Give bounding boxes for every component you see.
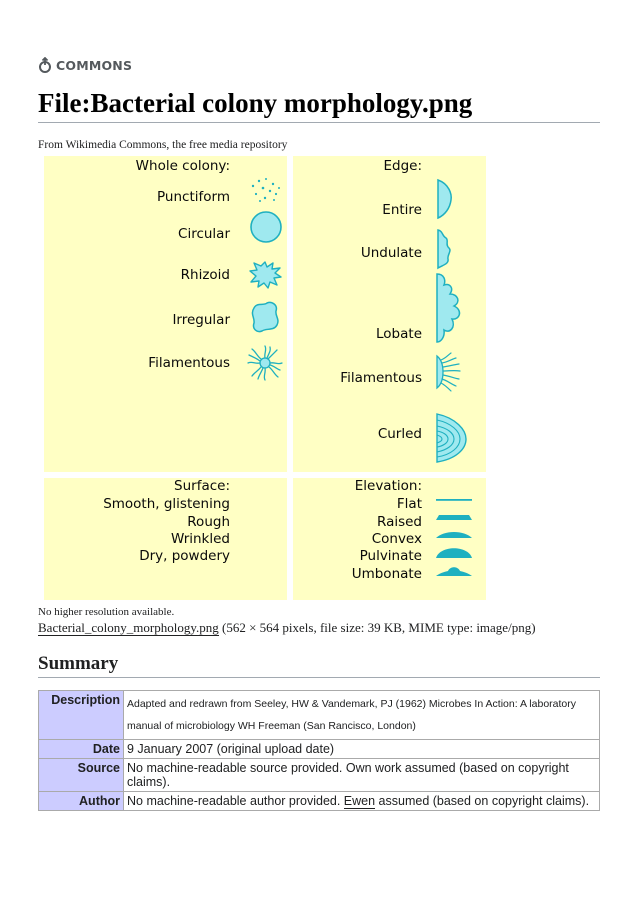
whole-colony-item: Punctiform: [157, 189, 230, 205]
whole-colony-item: Irregular: [172, 312, 230, 328]
surface-item: Wrinkled: [170, 531, 230, 547]
author-text-before: No machine-readable author provided.: [127, 794, 344, 808]
surface-item: Rough: [187, 514, 230, 530]
whole-colony-heading: Whole colony:: [135, 158, 230, 174]
row-key: Author: [39, 792, 124, 811]
table-row: [39, 691, 600, 740]
commons-logo[interactable]: [38, 57, 132, 73]
edge-item: Entire: [382, 202, 422, 218]
lobate-edge-shape: [436, 272, 466, 344]
file-details-text: (562 × 564 pixels, file size: 39 KB, MIME type: image/png): [218, 620, 536, 635]
filamentous-shape: [246, 344, 284, 382]
punctiform-shape: [248, 176, 282, 204]
elevation-item: Umbonate: [351, 566, 422, 582]
elevation-item: Pulvinate: [359, 548, 422, 564]
resolution-note: No higher resolution available.: [38, 606, 175, 618]
curled-edge-shape: [436, 412, 468, 464]
convex-elevation-shape: [434, 528, 474, 540]
elevation-item: Raised: [376, 514, 422, 530]
circular-shape: [249, 210, 283, 244]
file-details: [38, 620, 536, 636]
rhizoid-shape: [247, 258, 283, 290]
row-key: Source: [39, 759, 124, 792]
row-value: 9 January 2007 (original upload date): [124, 740, 600, 759]
surface-item: Smooth, glistening: [103, 496, 230, 512]
whole-colony-item: Rhizoid: [180, 267, 230, 283]
row-key: Date: [39, 740, 124, 759]
table-row: [39, 792, 600, 811]
surface-item: Dry, powdery: [139, 548, 230, 564]
irregular-shape: [248, 300, 282, 334]
table-row: [39, 740, 600, 759]
tagline: From Wikimedia Commons, the free media repository: [38, 139, 288, 151]
undulate-edge-shape: [437, 228, 457, 270]
author-text-after: assumed (based on copyright claims).: [375, 794, 590, 808]
logo-text: COMMONS: [56, 57, 133, 73]
edge-item: Lobate: [376, 326, 422, 342]
whole-colony-item: Circular: [178, 226, 230, 242]
flat-elevation-shape: [434, 496, 474, 504]
page-title: File:Bacterial colony morphology.png: [38, 86, 600, 123]
edge-item: Undulate: [360, 245, 422, 261]
umbonate-elevation-shape: [434, 562, 474, 578]
whole-colony-item: Filamentous: [148, 355, 230, 371]
row-value: No machine-readable source provided. Own work assumed (based on copyright claims).: [124, 759, 600, 792]
row-value: [124, 792, 600, 811]
elevation-item: Convex: [371, 531, 422, 547]
entire-edge-shape: [437, 178, 457, 220]
elevation-item: Flat: [396, 496, 422, 512]
table-row: [39, 759, 600, 792]
edge-heading: Edge:: [383, 158, 422, 174]
row-key: Description: [39, 691, 124, 740]
row-value: Adapted and redrawn from Seeley, HW & Vandemark, PJ (1962) Microbes In Action: A laboratory manual of microbiology WH Freeman (San Rancisco, London): [124, 691, 600, 740]
filamentous-edge-shape: [436, 352, 462, 392]
edge-item: Filamentous: [340, 370, 422, 386]
edge-item: Curled: [377, 426, 422, 442]
summary-heading: Summary: [38, 653, 600, 678]
colony-morphology-image[interactable]: [44, 156, 486, 600]
original-file-link[interactable]: Bacterial_colony_morphology.png: [38, 620, 219, 635]
elevation-heading: Elevation:: [354, 478, 422, 494]
surface-heading: Surface:: [174, 478, 230, 494]
author-link[interactable]: Ewen: [343, 794, 376, 808]
commons-logo-icon: [38, 57, 52, 73]
pulvinate-elevation-shape: [434, 542, 474, 560]
summary-table: [38, 690, 600, 811]
raised-elevation-shape: [434, 512, 474, 522]
